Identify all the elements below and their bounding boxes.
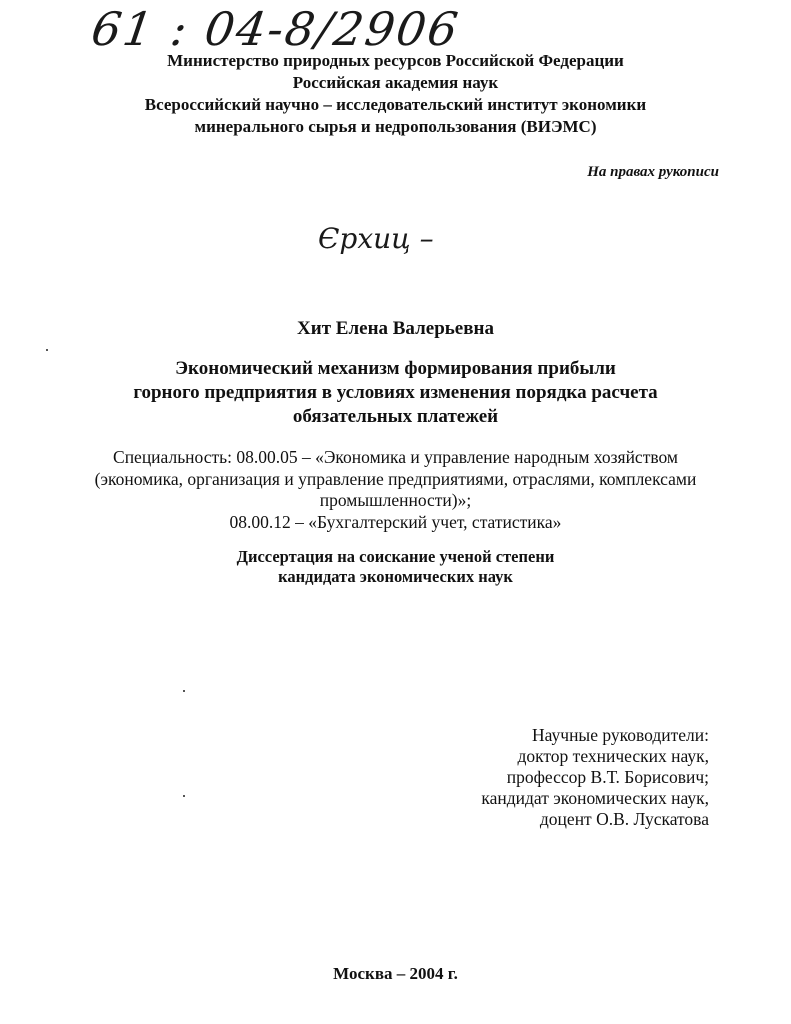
header-line-institute-cont: минерального сырья и недропользования (ВИЭМС) — [194, 117, 597, 136]
scan-speck — [183, 795, 185, 797]
degree-line: кандидата экономических наук — [278, 567, 513, 586]
scan-speck — [183, 690, 185, 692]
scan-speck — [46, 349, 48, 351]
header-line-institute: Всероссийский научно – исследовательский институт экономики — [144, 95, 647, 114]
specialty-line: 08.00.12 – «Бухгалтерский учет, статистика» — [229, 511, 562, 532]
institution-header — [0, 50, 791, 138]
specialty-block — [0, 447, 791, 533]
degree-block — [0, 547, 791, 587]
title-line: обязательных платежей — [292, 406, 499, 427]
specialty-line: (экономика, организация и управление предприятиями, отраслями, комплексами — [94, 468, 697, 489]
dissertation-title — [0, 357, 791, 429]
degree-line: Диссертация на соискание ученой степени — [236, 547, 555, 566]
title-line: горного предприятия в условиях изменения порядка расчета — [133, 382, 658, 403]
supervisor-line: доктор технических наук, — [517, 746, 709, 766]
author-name: Хит Елена Валерьевна — [297, 318, 494, 339]
title-line: Экономический механизм формирования прибыли — [175, 358, 616, 379]
supervisors-heading: Научные руководители: — [532, 725, 709, 745]
supervisor-line: кандидат экономических наук, — [481, 788, 709, 808]
supervisor-line: доцент О.В. Лускатова — [539, 809, 709, 829]
handwritten-signature: Єрхиц – — [318, 222, 434, 255]
manuscript-note: На правах рукописи — [587, 164, 719, 180]
header-line-academy: Российская академия наук — [292, 73, 499, 92]
supervisor-line: профессор В.Т. Борисович; — [506, 767, 709, 787]
archive-code-handwritten: 61 : 04-8/2906 — [88, 2, 463, 56]
specialty-line: промышленности)»; — [319, 490, 472, 510]
city-year: Москва – 2004 г. — [333, 964, 458, 983]
specialty-line: Специальность: 08.00.05 – «Экономика и управление народным хозяйством — [113, 447, 678, 467]
header-line-ministry: Министерство природных ресурсов Российской Федерации — [167, 51, 624, 70]
supervisors-block — [481, 725, 709, 830]
